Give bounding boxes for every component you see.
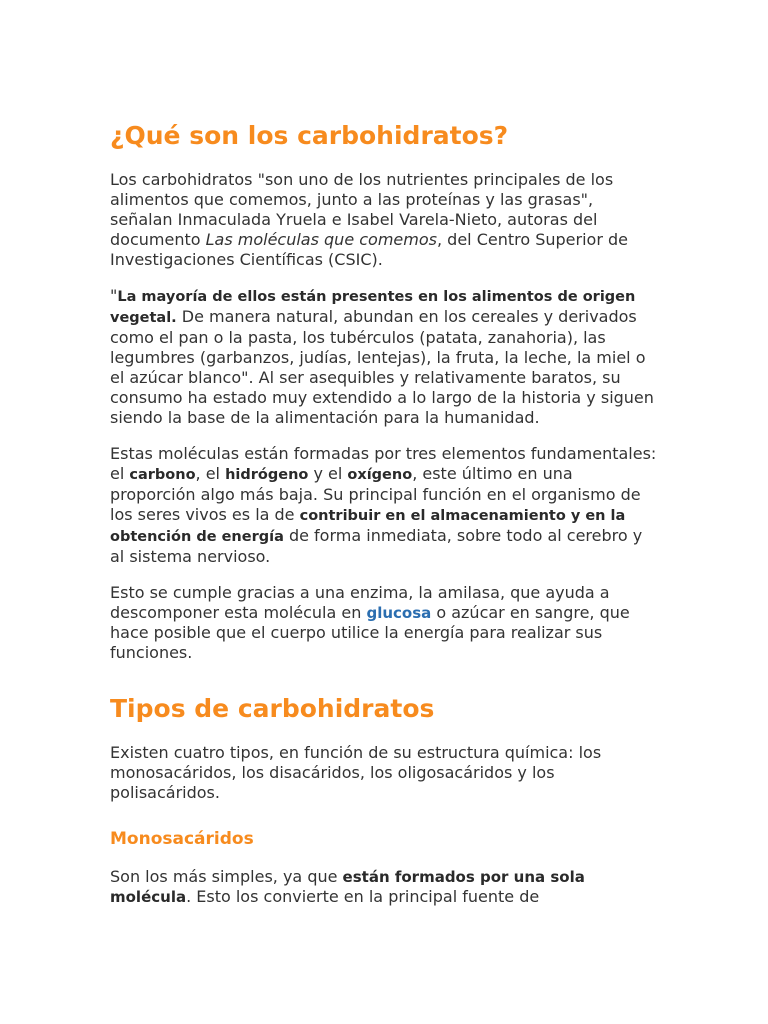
article-content	[110, 118, 658, 907]
paragraph-intro	[110, 170, 658, 270]
mono-bold-text: están formados por una sola molécula	[110, 868, 585, 906]
paragraph-elements	[110, 444, 658, 567]
heading-types-of-carbohydrates: Tipos de carbohidratos	[110, 694, 435, 723]
intro-document-title: Las moléculas que comemos	[205, 230, 437, 249]
intro-text-b: , del Centro Superior de Investigaciones Científicas (CSIC).	[110, 230, 628, 269]
amylase-text-a: Esto se cumple gracias a una enzima, la amilasa, que ayuda a descomponer esta molécula en	[110, 583, 610, 622]
function-bold-text: contribuir en el almacenamiento y en la obtención de energía	[110, 508, 626, 545]
element-carbono: carbono	[129, 467, 196, 483]
sources-quote-open: "	[110, 286, 118, 305]
sources-text: De manera natural, abundan en los cereales y derivados como el pan o la pasta, los tubérculos (patata, zanahoria), las legumbres (garbanzos, judías, lentejas), la fruta, la leche, la miel o el azúcar blanco". Al ser asequibles y relativamente baratos, su consumo ha estado muy extendido a lo largo de la historia y siguen siendo la base de la alimentación para la humanidad.	[110, 307, 654, 427]
amylase-text-b: o azúcar en sangre, que hace posible que el cuerpo utilice la energía para realizar sus funciones.	[110, 603, 630, 662]
intro-text-a: Los carbohidratos "son uno de los nutrientes principales de los alimentos que comemos, junto a las proteínas y las grasas", señalan Inmaculada Yruela e Isabel Varela-Nieto, autoras del documento	[110, 170, 614, 249]
glucosa-link[interactable]: glucosa	[366, 604, 432, 622]
elements-text-a: Estas moléculas están formadas por tres elementos fundamentales: el	[110, 444, 657, 483]
paragraph-sources	[110, 286, 658, 428]
sources-bold-text: La mayoría de ellos están presentes en los alimentos de origen vegetal.	[110, 289, 636, 326]
element-hidrogeno: hidrógeno	[225, 467, 309, 483]
mono-text-a: Son los más simples, ya que	[110, 867, 343, 886]
heading-monosaccharides: Monosacáridos	[110, 829, 254, 849]
heading-what-are-carbohydrates: ¿Qué son los carbohidratos?	[110, 121, 509, 150]
elements-text-e: de forma inmediata, sobre todo al cerebro y al sistema nervioso.	[110, 526, 643, 566]
elements-text-d: , este último en una proporción algo más baja. Su principal función en el organismo de los seres vivos es la de	[110, 464, 641, 524]
paragraph-monosaccharides	[110, 867, 658, 907]
mono-text-b: . Esto los convierte en la principal fuente de	[186, 887, 540, 906]
elements-text-c: y el	[308, 464, 348, 483]
paragraph-types: Existen cuatro tipos, en función de su estructura química: los monosacáridos, los disacáridos, los oligosacáridos y los polisacáridos.	[110, 743, 602, 802]
paragraph-amylase	[110, 583, 658, 663]
elements-text-b: , el	[195, 464, 226, 483]
element-oxigeno: oxígeno	[347, 467, 413, 483]
